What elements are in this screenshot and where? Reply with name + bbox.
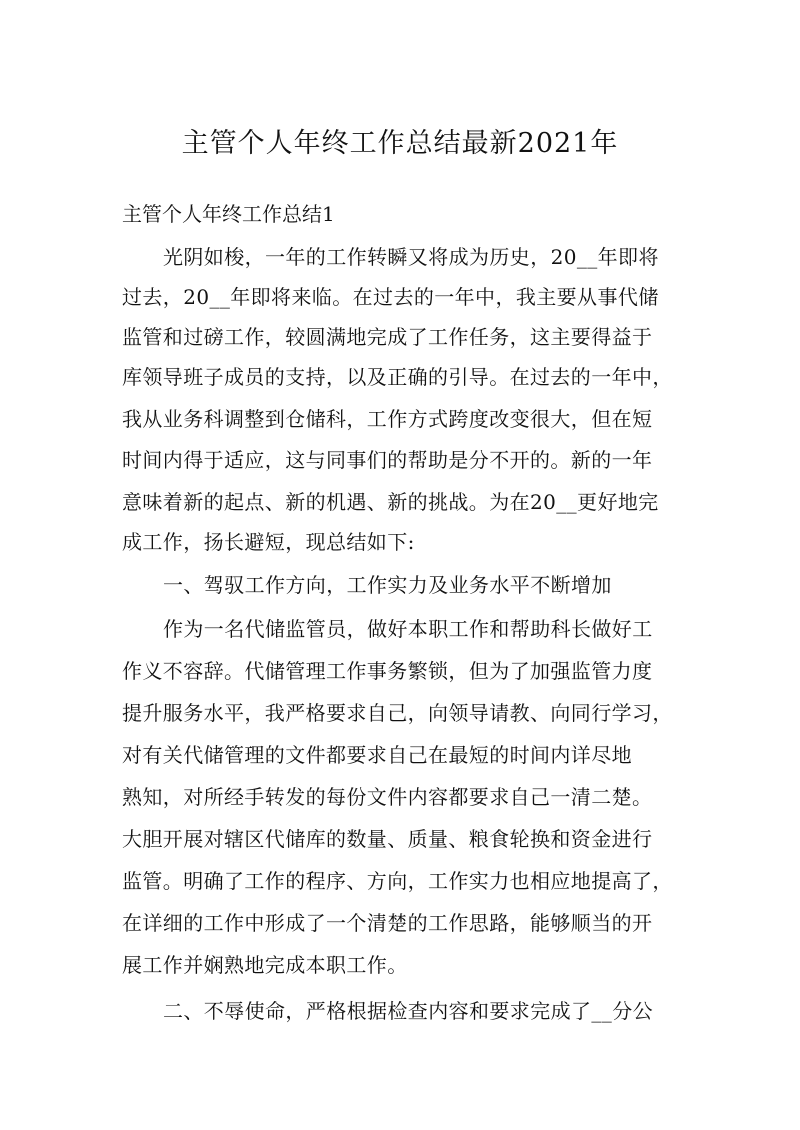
paragraph-line: 展工作并娴熟地完成本职工作。 [122,953,408,977]
paragraph-line: 监管。明确了工作的程序、方向，工作实力也相应地提高了， [122,869,673,893]
paragraph-line: 成工作，扬长避短，现总结如下: [122,530,415,554]
paragraph-line: 作为一名代储监管员，做好本职工作和帮助科长做好工 [163,617,653,641]
paragraph-line: 对有关代储管理的文件都要求自己在最短的时间内详尽地 [122,743,632,767]
paragraph-line: 提升服务水平，我严格要求自己，向领导请教、向同行学习， [122,701,673,725]
section-subtitle: 主管个人年终工作总结1 [122,202,335,226]
paragraph-line: 意味着新的起点、新的机遇、新的挑战。为在20__更好地完 [122,490,659,514]
section-heading: 二、不辱使命，严格根据检查内容和要求完成了__分公 [163,999,653,1023]
paragraph-line: 库领导班子成员的支持，以及正确的引导。在过去的一年中， [122,365,673,389]
paragraph-line: 作义不容辞。代储管理工作事务繁锁，但为了加强监管力度 [122,659,653,683]
paragraph-line: 时间内得于适应，这与同事们的帮助是分不开的。新的一年 [122,448,653,472]
paragraph-line: 在详细的工作中形成了一个清楚的工作思路，能够顺当的开 [122,911,653,935]
document-title: 主管个人年终工作总结最新2021年 [181,128,619,159]
paragraph-line: 我从业务科调整到仓储科，工作方式跨度改变很大，但在短 [122,407,653,431]
paragraph-line: 熟知，对所经手转发的每份文件内容都要求自己一清二楚。 [122,785,653,809]
paragraph-line: 大胆开展对辖区代储库的数量、质量、粮食轮换和资金进行 [122,827,653,851]
paragraph-line: 监管和过磅工作，较圆满地完成了工作任务，这主要得益于 [122,325,653,349]
paragraph-line: 光阴如梭，一年的工作转瞬又将成为历史，20__年即将 [163,245,659,269]
section-heading: 一、驾驭工作方向，工作实力及业务水平不断增加 [163,573,612,597]
paragraph-line: 过去，20__年即将来临。在过去的一年中，我主要从事代储 [122,285,659,309]
